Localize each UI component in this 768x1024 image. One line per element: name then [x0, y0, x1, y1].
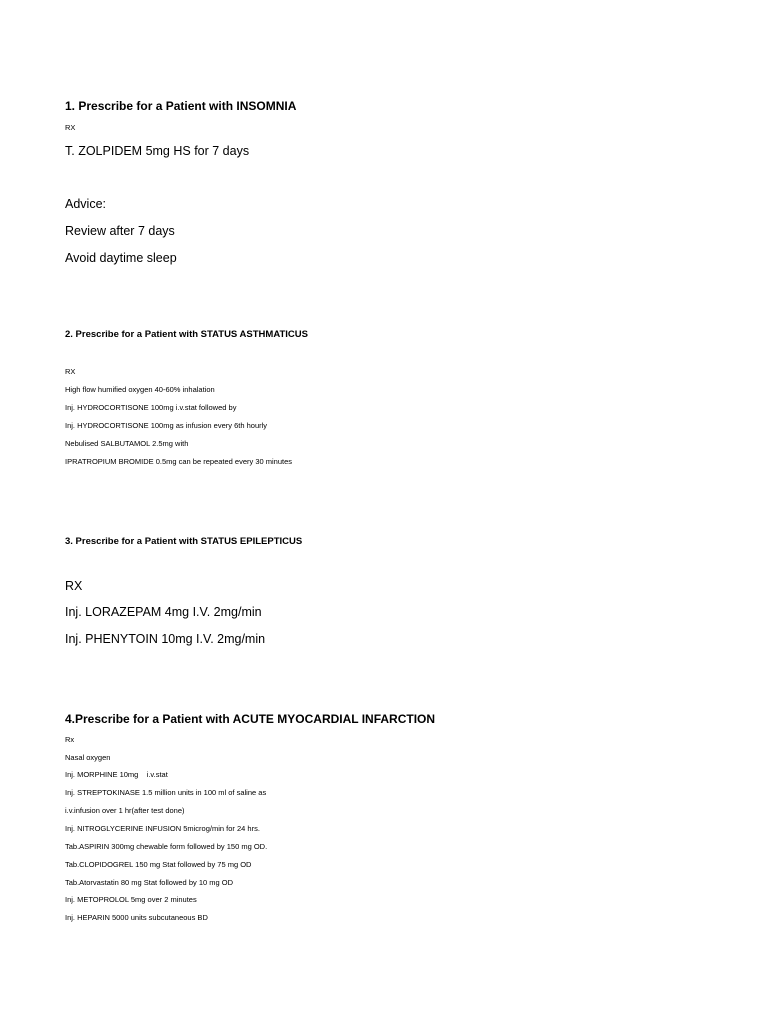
- section-4-line-3: Inj. STREPTOKINASE 1.5 million units in 100 ml of saline as: [65, 788, 267, 797]
- section-2-line-4: Nebulised SALBUTAMOL 2.5mg with: [65, 439, 189, 448]
- section-2-line-5: IPRATROPIUM BROMIDE 0.5mg can be repeated every 30 minutes: [65, 457, 293, 466]
- section-2-line-2: Inj. HYDROCORTISONE 100mg i.v.stat followed by: [65, 403, 237, 412]
- section-4-line-5: Inj. NITROGLYCERINE INFUSION 5microg/min for 24 hrs.: [65, 824, 260, 833]
- section-4-line-10: Inj. HEPARIN 5000 units subcutaneous BD: [65, 913, 208, 922]
- section-1-heading: 1. Prescribe for a Patient with INSOMNIA: [65, 99, 297, 113]
- section-1-advice-2: Avoid daytime sleep: [65, 251, 177, 265]
- section-1-advice-label: Advice:: [65, 197, 106, 211]
- section-4-line-1: Nasal oxygen: [65, 753, 111, 762]
- section-4-line-4: i.v.infusion over 1 hr(after test done): [65, 806, 185, 815]
- section-3-heading: 3. Prescribe for a Patient with STATUS EPILEPTICUS: [65, 536, 303, 547]
- section-4-line-2: Inj. MORPHINE 10mg i.v.stat: [65, 770, 168, 779]
- section-4-line-9: Inj. METOPROLOL 5mg over 2 minutes: [65, 895, 197, 904]
- section-2-line-1: High flow humified oxygen 40-60% inhalation: [65, 385, 215, 394]
- section-1-rx: RX: [65, 123, 76, 132]
- section-2-rx: RX: [65, 367, 76, 376]
- section-4-line-6: Tab.ASPIRIN 300mg chewable form followed by 150 mg OD.: [65, 842, 268, 851]
- section-2-heading: 2. Prescribe for a Patient with STATUS ASTHMATICUS: [65, 329, 308, 340]
- section-3-rx: RX: [65, 579, 83, 593]
- section-4-line-8: Tab.Atorvastatin 80 mg Stat followed by 10 mg OD: [65, 878, 233, 887]
- section-4-line-7: Tab.CLOPIDOGREL 150 mg Stat followed by 75 mg OD: [65, 860, 252, 869]
- section-3-line-2: Inj. PHENYTOIN 10mg I.V. 2mg/min: [65, 632, 266, 646]
- section-3-line-1: Inj. LORAZEPAM 4mg I.V. 2mg/min: [65, 605, 262, 619]
- section-1-line-1: T. ZOLPIDEM 5mg HS for 7 days: [65, 144, 250, 158]
- section-1-advice-1: Review after 7 days: [65, 224, 175, 238]
- section-4-rx: Rx: [65, 735, 75, 744]
- section-2-line-3: Inj. HYDROCORTISONE 100mg as infusion every 6th hourly: [65, 421, 268, 430]
- section-4-heading: 4.Prescribe for a Patient with ACUTE MYOCARDIAL INFARCTION: [65, 712, 436, 726]
